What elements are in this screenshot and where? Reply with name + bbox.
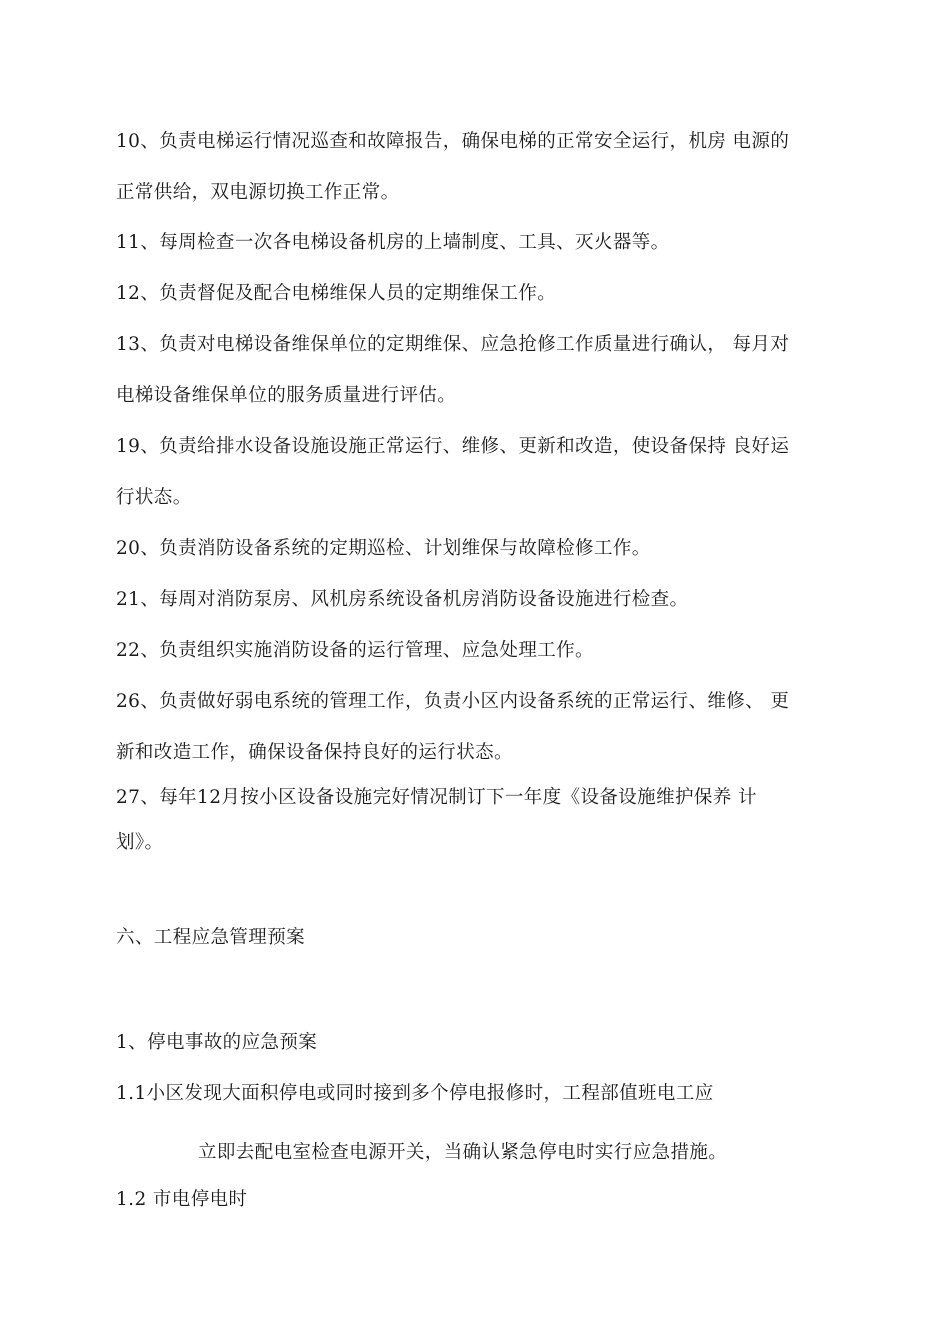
paragraph-line: 12、负责督促及配合电梯维保人员的定期维保工作。	[116, 283, 557, 304]
paragraph-line: 21、每周对消防泵房、风机房系统设备机房消防设备设施进行检查。	[116, 589, 689, 610]
section-heading: 六、工程应急管理预案	[116, 927, 306, 948]
paragraph-line: 正常供给，双电源切换工作正常。	[116, 182, 400, 203]
paragraph-line: 26、负责做好弱电系统的管理工作，负责小区内设备系统的正常运行、维修、 更	[116, 691, 790, 712]
paragraph-line: 新和改造工作，确保设备保持良好的运行状态。	[116, 742, 513, 763]
paragraph-line: 划》。	[116, 832, 164, 853]
paragraph-line: 1.1小区发现大面积停电或同时接到多个停电报修时，工程部值班电工应	[116, 1083, 714, 1104]
subsection-heading: 1、停电事故的应急预案	[116, 1032, 318, 1053]
paragraph-line: 13、负责对电梯设备维保单位的定期维保、应急抢修工作质量进行确认， 每月对	[116, 334, 790, 355]
paragraph-line: 行状态。	[116, 487, 192, 508]
paragraph-line: 27、每年12月按小区设备设施完好情况制订下一年度《设备设施维护保养 计	[116, 787, 757, 808]
paragraph-line: 立即去配电室检查电源开关，当确认紧急停电时实行应急措施。	[198, 1142, 728, 1163]
paragraph-line: 11、每周检查一次各电梯设备机房的上墙制度、工具、灭火器等。	[116, 232, 670, 253]
paragraph-line: 19、负责给排水设备设施设施正常运行、维修、更新和改造，使设备保持 良好运	[116, 436, 790, 457]
paragraph-line: 10、负责电梯运行情况巡查和故障报告，确保电梯的正常安全运行，机房 电源的	[116, 131, 790, 152]
paragraph-line: 22、负责组织实施消防设备的运行管理、应急处理工作。	[116, 640, 594, 661]
paragraph-line: 电梯设备维保单位的服务质量进行评估。	[116, 385, 457, 406]
paragraph-line: 1.2 市电停电时	[116, 1189, 248, 1210]
paragraph-line: 20、负责消防设备系统的定期巡检、计划维保与故障检修工作。	[116, 538, 651, 559]
